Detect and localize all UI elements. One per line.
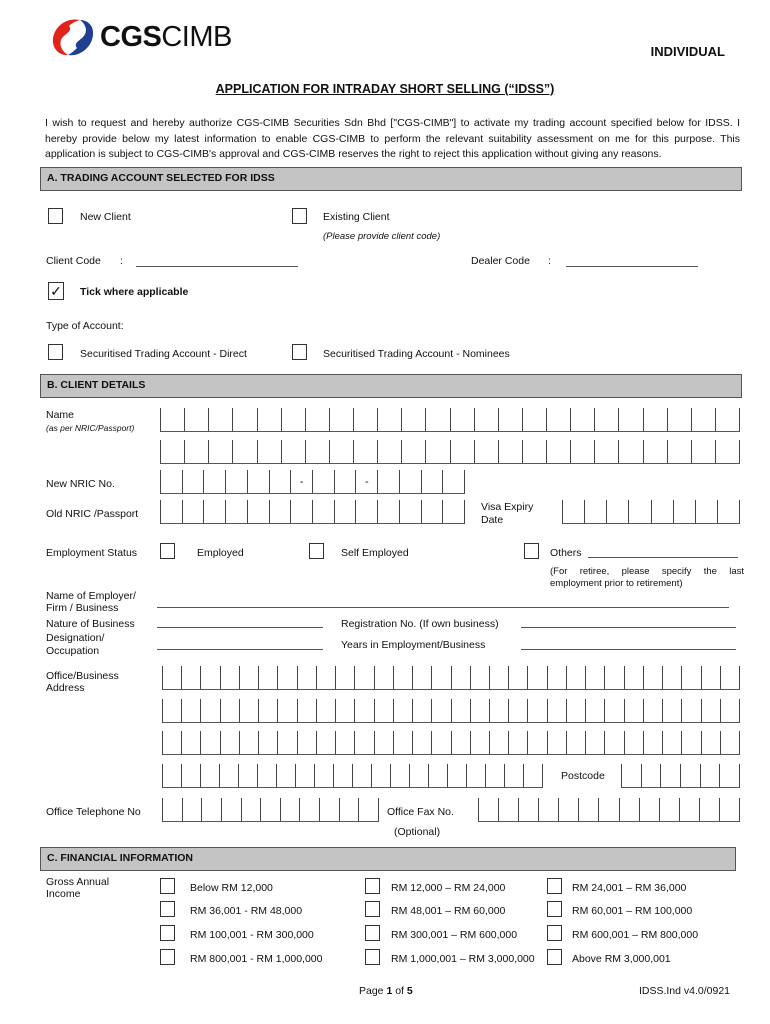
visa-expiry-label-1: Visa Expiry — [481, 501, 534, 513]
income-option-label: RM 24,001 – RM 36,000 — [572, 882, 687, 894]
form-version: IDSS.Ind v4.0/0921 — [638, 985, 730, 997]
others-field[interactable] — [588, 557, 738, 558]
account-nominees-label: Securitised Trading Account - Nominees — [323, 348, 510, 360]
name-input-row-1[interactable] — [160, 408, 740, 432]
tick-example-icon: ✓ — [48, 282, 64, 300]
office-fax-label: Office Fax No. — [387, 806, 454, 818]
account-direct-label: Securitised Trading Account - Direct — [80, 348, 247, 360]
name-note: (as per NRIC/Passport) — [46, 423, 135, 433]
income-option-checkbox[interactable] — [547, 925, 562, 941]
income-option-checkbox[interactable] — [365, 901, 380, 917]
page-title: APPLICATION FOR INTRADAY SHORT SELLING (“IDSS”) — [215, 82, 555, 96]
income-option-label: RM 600,001 – RM 800,000 — [572, 929, 699, 941]
income-option-label: Above RM 3,000,001 — [572, 953, 671, 965]
type-of-account-label: Type of Account: — [46, 320, 124, 332]
income-option-checkbox[interactable] — [547, 901, 562, 917]
account-nominees-checkbox[interactable] — [292, 344, 307, 360]
registration-no-field[interactable] — [521, 627, 736, 628]
office-address-label-1: Office/Business — [46, 670, 119, 682]
employed-label: Employed — [197, 547, 244, 559]
self-employed-checkbox[interactable] — [309, 543, 324, 559]
income-option-label: RM 48,001 – RM 60,000 — [391, 905, 506, 917]
nric-separator: - — [291, 470, 313, 493]
existing-client-label: Existing Client — [323, 211, 390, 223]
new-nric-input[interactable] — [160, 470, 465, 494]
postcode-label: Postcode — [561, 770, 605, 782]
new-client-checkbox[interactable] — [48, 208, 63, 224]
self-employed-label: Self Employed — [341, 547, 409, 559]
account-direct-checkbox[interactable] — [48, 344, 63, 360]
name-label: Name — [46, 409, 75, 421]
office-address-row-4[interactable] — [162, 764, 543, 788]
dealer-code-label: Dealer Code — [471, 255, 530, 267]
designation-label-1: Designation/ — [46, 632, 105, 644]
postcode-input[interactable] — [621, 764, 740, 788]
designation-field[interactable] — [157, 649, 323, 650]
tick-note: Tick where applicable — [80, 286, 189, 298]
others-label: Others — [550, 547, 582, 559]
office-fax-input[interactable] — [478, 798, 740, 822]
office-telephone-input[interactable] — [162, 798, 379, 822]
visa-expiry-label-2: Date — [481, 514, 504, 526]
income-option-checkbox[interactable] — [547, 949, 562, 965]
income-option-checkbox[interactable] — [365, 878, 380, 894]
employment-status-label: Employment Status — [46, 547, 138, 559]
income-option-label: RM 36,001 - RM 48,000 — [190, 905, 303, 917]
section-b-heading: B. CLIENT DETAILS — [40, 374, 742, 398]
nature-of-business-label: Nature of Business — [46, 618, 135, 630]
income-option-label: RM 300,001 – RM 600,000 — [391, 929, 518, 941]
others-checkbox[interactable] — [524, 543, 539, 559]
section-c-heading: C. FINANCIAL INFORMATION — [40, 847, 736, 871]
income-option-checkbox[interactable] — [160, 878, 175, 894]
office-address-row-3[interactable] — [162, 731, 740, 755]
registration-no-label: Registration No. (If own business) — [341, 618, 499, 630]
nature-of-business-field[interactable] — [157, 627, 323, 628]
old-nric-label: Old NRIC /Passport — [46, 508, 139, 520]
income-option-checkbox[interactable] — [365, 925, 380, 941]
office-telephone-label: Office Telephone No — [46, 806, 141, 818]
existing-client-note: (Please provide client code) — [323, 231, 441, 242]
gross-income-label-2: Income — [46, 888, 81, 900]
new-client-label: New Client — [80, 211, 131, 223]
nric-separator: - — [356, 470, 378, 493]
existing-client-checkbox[interactable] — [292, 208, 307, 224]
dealer-code-colon: : — [548, 255, 551, 267]
income-option-label: Below RM 12,000 — [190, 882, 273, 894]
form-type-label: INDIVIDUAL — [650, 44, 725, 59]
client-code-colon: : — [120, 255, 123, 267]
intro-paragraph: I wish to request and hereby authorize CGS-CIMB Securities Sdn Bhd ["CGS-CIMB"] to activate my trading account specified below for IDSS. I hereby provide below my latest information to enable CGS-CIMB to perform the relevant suitability assessment on me for this purpose. This application is subject to CGS-CIMB's approval and CGS-CIMB reserves the right to reject this application without giving any reasons. — [45, 117, 740, 160]
gross-income-label-1: Gross Annual — [46, 876, 110, 888]
income-option-label: RM 1,000,001 – RM 3,000,000 — [391, 953, 535, 965]
visa-expiry-input[interactable] — [562, 500, 740, 524]
employer-field[interactable] — [157, 607, 729, 608]
brand-name: CGSCIMB — [100, 20, 232, 53]
section-a-heading: A. TRADING ACCOUNT SELECTED FOR IDSS — [40, 167, 742, 191]
client-code-label: Client Code — [46, 255, 101, 267]
employed-checkbox[interactable] — [160, 543, 175, 559]
office-address-label-2: Address — [46, 682, 85, 694]
company-logo — [50, 16, 232, 58]
designation-label-2: Occupation — [46, 645, 100, 657]
new-nric-label: New NRIC No. — [46, 478, 115, 490]
office-address-row-2[interactable] — [162, 699, 740, 723]
income-option-checkbox[interactable] — [547, 878, 562, 894]
old-nric-input[interactable] — [160, 500, 465, 524]
client-code-field[interactable] — [136, 266, 298, 267]
employer-label-1: Name of Employer/ — [46, 590, 136, 602]
office-fax-optional-note: (Optional) — [394, 826, 441, 838]
dealer-code-field[interactable] — [566, 266, 698, 267]
cgs-cimb-logo-icon — [50, 17, 96, 57]
income-option-checkbox[interactable] — [160, 949, 175, 965]
income-option-label: RM 800,001 - RM 1,000,000 — [190, 953, 323, 965]
income-option-checkbox[interactable] — [365, 949, 380, 965]
income-option-checkbox[interactable] — [160, 925, 175, 941]
employer-label-2: Firm / Business — [46, 602, 119, 614]
page-number: Page 1 of 5 — [359, 985, 413, 997]
others-note: (For retiree, please specify the last employment prior to retirement) — [550, 566, 744, 589]
years-employment-label: Years in Employment/Business — [341, 639, 486, 651]
years-employment-field[interactable] — [521, 649, 736, 650]
income-option-checkbox[interactable] — [160, 901, 175, 917]
income-option-label: RM 12,000 – RM 24,000 — [391, 882, 506, 894]
name-input-row-2[interactable] — [160, 440, 740, 464]
income-option-label: RM 100,001 - RM 300,000 — [190, 929, 314, 941]
income-option-label: RM 60,001 – RM 100,000 — [572, 905, 693, 917]
office-address-row-1[interactable] — [162, 666, 740, 690]
